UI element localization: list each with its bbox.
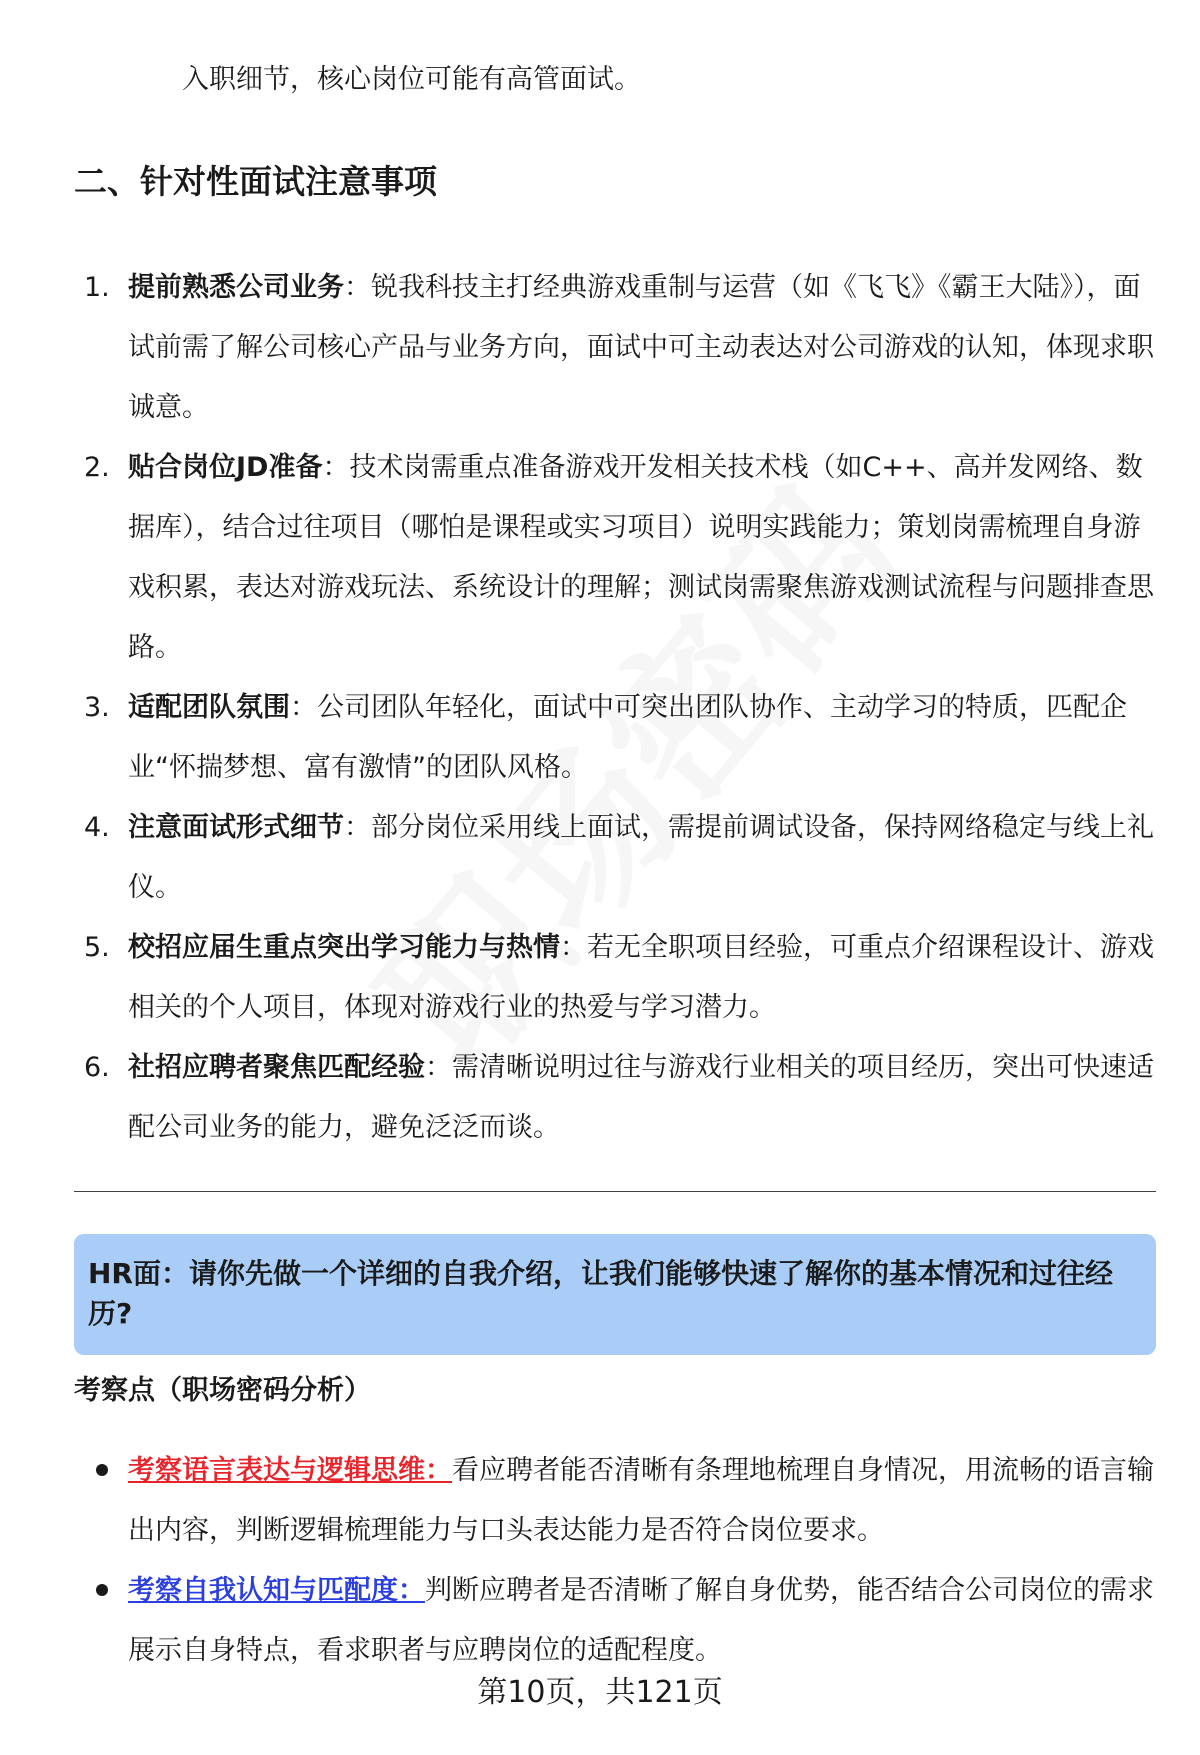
item-number: 1. — [84, 272, 110, 303]
list-item — [96, 1561, 1156, 1681]
analysis-heading: 考察点（职场密码分析） — [74, 1375, 371, 1406]
item-number: 2. — [84, 452, 110, 483]
point-title: 考察自我认知与匹配度： — [128, 1575, 425, 1606]
question-box — [74, 1234, 1156, 1355]
list-item — [84, 1038, 1164, 1158]
section-heading: 二、针对性面试注意事项 — [74, 162, 437, 201]
item-text: ：部分岗位采用线上面试，需提前调试设备，保持网络稳定与线上礼仪。 — [128, 812, 1154, 903]
item-text: ：公司团队年轻化，面试中可突出团队协作、主动学习的特质，匹配企业“怀揣梦想、富有激情”的团队风格。 — [128, 692, 1127, 783]
item-number: 4. — [84, 812, 110, 843]
list-item — [96, 1441, 1156, 1561]
item-number: 5. — [84, 932, 110, 963]
page-footer: 第10页，共121页 — [477, 1675, 723, 1710]
item-title: 提前熟悉公司业务 — [128, 272, 344, 303]
point-text: 判断应聘者是否清晰了解自身优势，能否结合公司岗位的需求展示自身特点，看求职者与应聘岗位的适配程度。 — [128, 1575, 1154, 1666]
list-item — [84, 258, 1164, 438]
bullet-icon — [96, 1584, 108, 1596]
list-item — [84, 918, 1164, 1038]
item-title: 注意面试形式细节 — [128, 812, 344, 843]
continuation-text: 入职细节，核心岗位可能有高管面试。 — [182, 64, 641, 95]
item-title: 校招应届生重点突出学习能力与热情 — [128, 932, 560, 963]
item-text: ：技术岗需重点准备游戏开发相关技术栈（如C++、高并发网络、数据库），结合过往项目（哪怕是课程或实习项目）说明实践能力；策划岗需梳理自身游戏积累，表达对游戏玩法、系统设计的理解；测试岗需聚焦游戏测试流程与问题排查思路。 — [128, 452, 1154, 663]
item-title: 贴合岗位JD准备 — [128, 452, 323, 483]
item-text: ：锐我科技主打经典游戏重制与运营（如《飞飞》《霸王大陆》），面试前需了解公司核心产品与业务方向，面试中可主动表达对公司游戏的认知，体现求职诚意。 — [128, 272, 1154, 423]
divider — [74, 1191, 1156, 1192]
point-title: 考察语言表达与逻辑思维： — [128, 1455, 452, 1486]
bullet-icon — [96, 1464, 108, 1476]
item-text: ：若无全职项目经验，可重点介绍课程设计、游戏相关的个人项目，体现对游戏行业的热爱与学习潜力。 — [128, 932, 1154, 1023]
list-item — [84, 438, 1164, 678]
item-title: 社招应聘者聚焦匹配经验 — [128, 1052, 425, 1083]
item-title: 适配团队氛围 — [128, 692, 290, 723]
point-text: 看应聘者能否清晰有条理地梳理自身情况，用流畅的语言输出内容，判断逻辑梳理能力与口头表达能力是否符合岗位要求。 — [128, 1455, 1154, 1546]
item-text: ：需清晰说明过往与游戏行业相关的项目经历，突出可快速适配公司业务的能力，避免泛泛而谈。 — [128, 1052, 1154, 1143]
analysis-points — [96, 1441, 1156, 1681]
item-number: 3. — [84, 692, 110, 723]
question-text: HR面：请你先做一个详细的自我介绍，让我们能够快速了解你的基本情况和过往经历? — [88, 1257, 1113, 1330]
list-item — [84, 798, 1164, 918]
item-number: 6. — [84, 1052, 110, 1083]
tips-list — [84, 258, 1164, 1158]
list-item — [84, 678, 1164, 798]
